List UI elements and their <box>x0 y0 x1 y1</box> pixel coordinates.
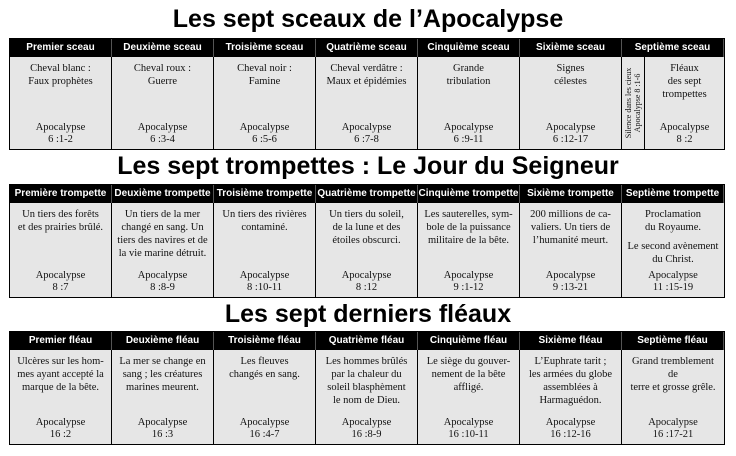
trumpet-reference: Apocalypse 8 :12 <box>341 270 392 293</box>
trumpet-description: Un tiers de la mer changé en sang. Un tiers des navires et de la vie marine détruit. <box>117 209 208 259</box>
plague-reference: Apocalypse 16 :4-7 <box>239 417 290 440</box>
plague-header: Troisième fléau <box>214 332 316 350</box>
seal-description: Fléaux des sept trompettes <box>662 63 707 100</box>
seal-description: Cheval blanc : Faux prophètes <box>28 63 93 87</box>
trumpet-description: Proclamation du Royaume. <box>645 209 701 233</box>
trumpet-reference: Apocalypse 8 :10-11 <box>239 270 290 293</box>
plague-description: Les hommes brûlés par la chaleur du soleil blasphèment le nom de Dieu. <box>325 356 408 406</box>
trumpet-header: Deuxième trompette <box>112 185 214 203</box>
plague-header: Quatrième fléau <box>316 332 418 350</box>
plague-description: Grand tremblement de terre et grosse grêle. <box>630 356 716 393</box>
plague-cell <box>10 350 112 444</box>
seal-header: Cinquième sceau <box>418 39 520 57</box>
seal-cell <box>622 57 724 149</box>
plague-reference: Apocalypse 16 :12-16 <box>545 417 596 440</box>
plague-header: Premier fléau <box>10 332 112 350</box>
seal-cell <box>112 57 214 149</box>
seal-header: Troisième sceau <box>214 39 316 57</box>
trumpet-reference: Apocalypse 9 :13-21 <box>545 270 596 293</box>
plague-header: Cinquième fléau <box>418 332 520 350</box>
trumpet-cell <box>520 203 622 297</box>
plague-cell <box>214 350 316 444</box>
seal-header: Premier sceau <box>10 39 112 57</box>
trumpet-cell <box>10 203 112 297</box>
plague-reference: Apocalypse 16 :3 <box>137 417 188 440</box>
seal-reference: Apocalypse 6 :5-6 <box>239 122 290 145</box>
plague-header: Deuxième fléau <box>112 332 214 350</box>
seal-description: Grande tribulation <box>446 63 491 87</box>
plague-reference: Apocalypse 16 :17-21 <box>648 417 698 440</box>
seal-reference: Apocalypse 6 :7-8 <box>341 122 392 145</box>
trumpet-description: Un tiers des forêts et des prairies brûlé. <box>17 209 104 233</box>
seal-header: Septième sceau <box>622 39 724 57</box>
plague-reference: Apocalypse 16 :2 <box>35 417 86 440</box>
silence-side-text: Silence dans les cieux Apocalypse 8 :1-6 <box>624 67 642 139</box>
trumpet-description: Les sauterelles, sym- bole de la puissance militaire de la bête. <box>424 209 513 246</box>
seal-reference: Apocalypse 8 :2 <box>659 122 710 145</box>
plague-reference: Apocalypse 16 :10-11 <box>443 417 494 440</box>
trumpet-header: Sixième trompette <box>520 185 622 203</box>
silence-side-label <box>622 57 645 149</box>
seal-description: Cheval noir : Famine <box>237 63 292 87</box>
trumpets-table <box>9 184 725 298</box>
plagues-table <box>9 331 725 445</box>
trumpet-cell <box>418 203 520 297</box>
trumpet-reference: Apocalypse 8 :8-9 <box>137 270 188 293</box>
seal-description: Signes célestes <box>554 63 587 87</box>
trumpet-header: Première trompette <box>10 185 112 203</box>
trumpet-header: Cinquième trompette <box>418 185 520 203</box>
seal-cell <box>10 57 112 149</box>
plague-description: L’Euphrate tarit ; les armées du globe assemblées à Harmaguédon. <box>528 356 613 406</box>
seal-header: Sixième sceau <box>520 39 622 57</box>
trumpet-header: Septième trompette <box>622 185 724 203</box>
plague-cell <box>112 350 214 444</box>
trumpet-cell <box>112 203 214 297</box>
plague-header: Septième fléau <box>622 332 724 350</box>
seal-reference: Apocalypse 6 :9-11 <box>443 122 494 145</box>
plague-cell <box>418 350 520 444</box>
trumpet-cell <box>214 203 316 297</box>
seal-cell <box>418 57 520 149</box>
plague-cell <box>316 350 418 444</box>
plague-reference: Apocalypse 16 :8-9 <box>341 417 392 440</box>
trumpet-cell <box>622 203 724 297</box>
trumpet-description-second: Le second avènement du Christ. <box>627 241 719 265</box>
trumpet-header: Quatrième trompette <box>316 185 418 203</box>
seal-cell <box>316 57 418 149</box>
seal-reference: Apocalypse 6 :3-4 <box>137 122 188 145</box>
plague-cell <box>622 350 724 444</box>
plague-cell <box>520 350 622 444</box>
trumpet-reference: Apocalypse 8 :7 <box>35 270 86 293</box>
seal-cell <box>214 57 316 149</box>
seals-title: Les sept sceaux de l’Apocalypse <box>172 5 564 33</box>
seal-header: Quatrième sceau <box>316 39 418 57</box>
seal-description: Cheval roux : Guerre <box>133 63 192 87</box>
plague-description: La mer se change en sang ; les créatures marines meurent. <box>119 356 206 393</box>
plague-header: Sixième fléau <box>520 332 622 350</box>
trumpet-header: Troisième trompette <box>214 185 316 203</box>
seventh-seal-main <box>645 57 724 149</box>
seal-cell <box>520 57 622 149</box>
seals-table <box>9 38 725 150</box>
trumpet-description: Un tiers du soleil, de la lune et des étoiles obscurci. <box>329 209 404 246</box>
trumpet-description: Un tiers des rivières contaminé. <box>222 209 307 233</box>
trumpet-cell <box>316 203 418 297</box>
seal-reference: Apocalypse 6 :12-17 <box>545 122 596 145</box>
seal-description: Cheval verdâtre : Maux et épidémies <box>326 63 407 87</box>
plagues-title: Les sept derniers fléaux <box>224 300 512 328</box>
trumpet-reference: Apocalypse 9 :1-12 <box>443 270 494 293</box>
plague-description: Les fleuves changés en sang. <box>229 356 300 380</box>
trumpet-reference: Apocalypse 11 :15-19 <box>648 270 698 293</box>
trumpets-title: Les sept trompettes : Le Jour du Seigneur <box>117 152 619 180</box>
plague-description: Ulcères sur les hom- mes ayant accepté la marque de la bête. <box>17 356 104 393</box>
seal-reference: Apocalypse 6 :1-2 <box>35 122 86 145</box>
plague-description: Le siège du gouver- nement de la bête affligé. <box>426 356 511 393</box>
trumpet-description: 200 millions de ca- valiers. Un tiers de l’humanité meurt. <box>530 209 611 246</box>
seal-header: Deuxième sceau <box>112 39 214 57</box>
